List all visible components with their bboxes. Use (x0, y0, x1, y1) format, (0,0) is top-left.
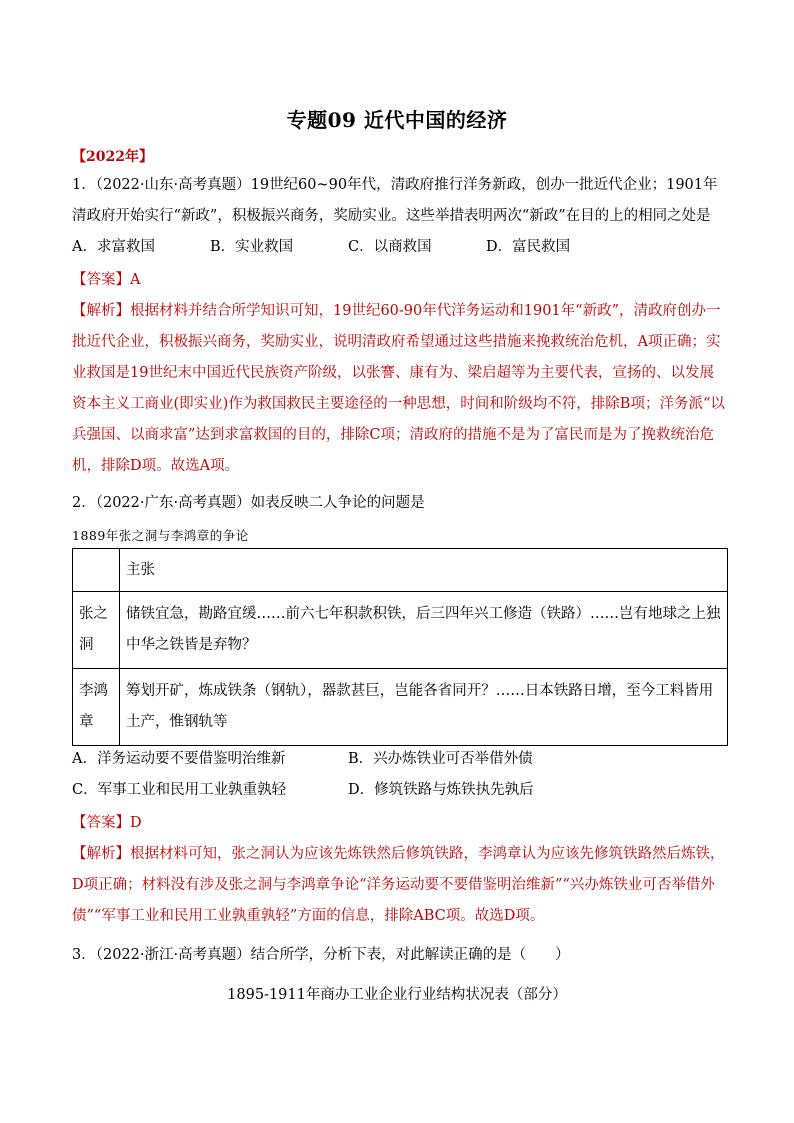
claim-cell: 筹划开矿，炼成铁条（钢轨），器款甚巨，岂能各省同开？……日本铁路日增，至今工料皆用土产，惟钢轨等 (120, 669, 728, 746)
q1-answer (72, 265, 726, 296)
debate-table (72, 548, 728, 746)
q2-options-row2 (72, 775, 726, 806)
answer-value: A (130, 272, 141, 288)
q1-options (72, 232, 726, 263)
analysis-label: 【解析】 (72, 303, 130, 319)
person-cell: 张之洞 (73, 592, 120, 669)
page-title: 专题09 近代中国的经济 (286, 108, 508, 132)
q2-option-c[interactable]: C．军事工业和民用工业孰重孰轻 (72, 782, 287, 798)
year-tag: 【2022年】 (72, 149, 153, 165)
answer-label: 【答案】 (72, 815, 130, 831)
analysis-text: 根据材料并结合所学知识可知，19世纪60-90年代洋务运动和1901年“新政”，清政府创办一批近代企业，积极振兴商务，奖励实业，说明清政府希望通过这些措施来挽救统治危机，A项正确；实业救国是19世纪末中国近代民族资产阶级，以张謇、康有为、梁启超等为主要代表，宣扬的、以发展资本主义工商业(即实业)作为救国救民主要途径的一种思想，时间和阶级均不符，排除B项；洋务派“以兵强国、以商求富”达到求富救国的目的，排除C项；清政府的措施不是为了富民而是为了挽救统治危机，排除D项。故选A项。 (72, 303, 725, 474)
table-header-row (73, 549, 728, 592)
header-cell-claim: 主张 (120, 549, 728, 592)
q3-table-caption: 1895-1911年商办工业企业行业结构状况表（部分） (227, 987, 567, 1003)
q2-options-row1 (72, 744, 726, 775)
person-cell: 李鸿章 (73, 669, 120, 746)
answer-label: 【答案】 (72, 272, 130, 288)
q1-option-c[interactable]: C．以商救国 (348, 239, 432, 255)
header-cell-empty (73, 549, 120, 592)
q2-option-b[interactable]: B．兴办炼铁业可否举借外债 (348, 751, 533, 767)
analysis-label: 【解析】 (72, 846, 130, 862)
q1-analysis (72, 296, 726, 482)
claim-cell: 储铁宜急，勘路宜缓……前六七年积款积铁，后三四年兴工修造（铁路）……岂有地球之上独中华之铁皆是弃物？ (120, 592, 728, 669)
q3-stem: 3．（2022·浙江·高考真题）结合所学，分析下表，对此解读正确的是（ ） (72, 947, 570, 963)
q2-answer (72, 808, 726, 839)
q1-option-b[interactable]: B．实业救国 (210, 239, 294, 255)
analysis-text: 根据材料可知，张之洞认为应该先炼铁然后修筑铁路，李鸿章认为应该先修筑铁路然后炼铁，D项正确；材料没有涉及张之洞与李鸿章争论“洋务运动要不要借鉴明治维新”“兴办炼铁业可否举借外债”“军事工业和民用工业孰重孰轻”方面的信息，排除ABC项。故选D项。 (72, 846, 725, 924)
q2-option-d[interactable]: D．修筑铁路与炼铁执先孰后 (348, 782, 534, 798)
q2-stem: 2．（2022·广东·高考真题）如表反映二人争论的问题是 (72, 495, 425, 511)
q1-option-a[interactable]: A．求富救国 (72, 239, 155, 255)
answer-value: D (130, 815, 142, 831)
q1-option-d[interactable]: D．富民救国 (486, 239, 571, 255)
table-row (73, 592, 728, 669)
q2-analysis (72, 839, 726, 932)
q2-table-caption: 1889年张之洞与李鸿章的争论 (72, 528, 249, 543)
table-row (73, 669, 728, 746)
q1-stem: 1．（2022·山东·高考真题）19世纪60~90年代，清政府推行洋务新政，创办一批近代企业；1901年清政府开始实行“新政”，积极振兴商务，奖励实业。这些举措表明两次“新政”在目的上的相同之处是 (72, 177, 718, 224)
q2-option-a[interactable]: A．洋务运动要不要借鉴明治维新 (72, 751, 286, 767)
